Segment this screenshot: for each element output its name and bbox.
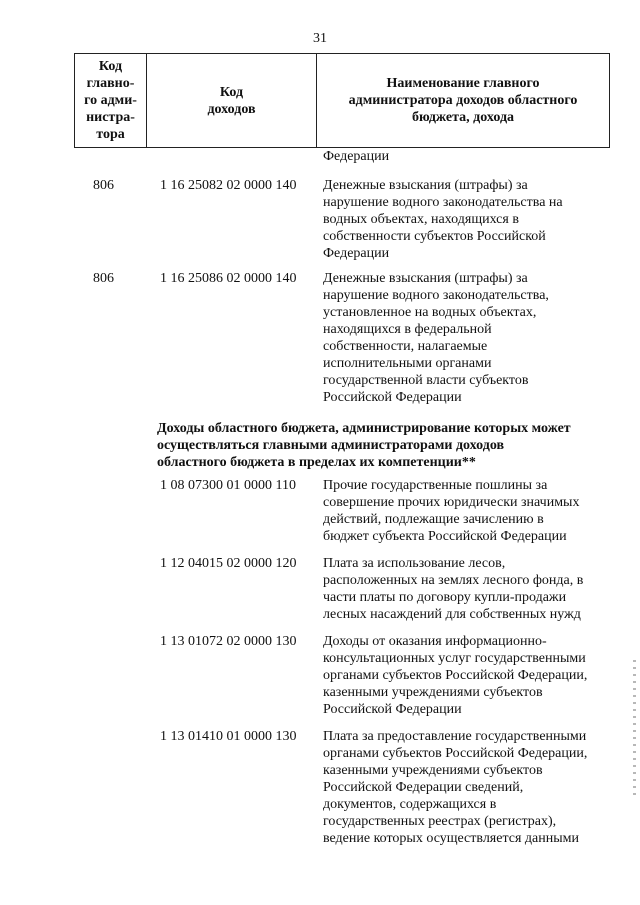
- continuation-text: Федерации: [323, 149, 390, 164]
- row-admin-code: 806: [93, 271, 114, 286]
- header-name: Наименование главного администратора доходов областного бюджета, дохода: [348, 76, 578, 125]
- row-income-code: 1 13 01072 02 0000 130: [160, 634, 297, 649]
- row-name: Денежные взыскания (штрафы) за нарушение водного законодательства, установленное на водных объектах, находящихся в федеральной собственности, налагаемые исполнительными органами государственной власти субъектов Российской Федерации: [323, 271, 549, 405]
- section-title: Доходы областного бюджета, администрирование которых может осуществляться главными администраторами доходов областного бюджета в пределах их компетенции**: [157, 421, 571, 470]
- row-income-code: 1 12 04015 02 0000 120: [160, 556, 297, 571]
- row-name: Плата за использование лесов, расположенных на землях лесного фонда, в части платы по договору купли-продажи лесных насаждений для собственных нужд: [323, 556, 584, 622]
- row-income-code: 1 16 25082 02 0000 140: [160, 178, 297, 193]
- scan-artifact: [633, 660, 636, 800]
- row-name: Плата за предоставление государственными органами субъектов Российской Федерации, казенными учреждениями субъектов Российской Федерации сведений, документов, содержащихся в государственных реестрах (регистрах), ведение которых осуществляется данными: [323, 729, 588, 846]
- row-name: Денежные взыскания (штрафы) за нарушение водного законодательства на водных объектах, находящихся в собственности субъектов Российской Федерации: [323, 178, 563, 261]
- header-income-code: Код доходов: [147, 54, 317, 147]
- row-income-code: 1 08 07300 01 0000 110: [160, 478, 296, 493]
- row-name: Прочие государственные пошлины за совершение прочих юридически значимых действий, подлежащие зачислению в бюджет субъекта Российской Федерации: [323, 478, 580, 544]
- row-admin-code: 806: [93, 178, 114, 193]
- row-income-code: 1 16 25086 02 0000 140: [160, 271, 297, 286]
- page-number: 31: [313, 31, 327, 46]
- row-name: Доходы от оказания информационно- консультационных услуг государственными органами субъектов Российской Федерации, казенными учреждениями субъектов Российской Федерации: [323, 634, 588, 717]
- table-header: [74, 53, 610, 148]
- row-income-code: 1 13 01410 01 0000 130: [160, 729, 297, 744]
- header-admin-code: Код главно- го адми- нистра- тора: [75, 54, 147, 147]
